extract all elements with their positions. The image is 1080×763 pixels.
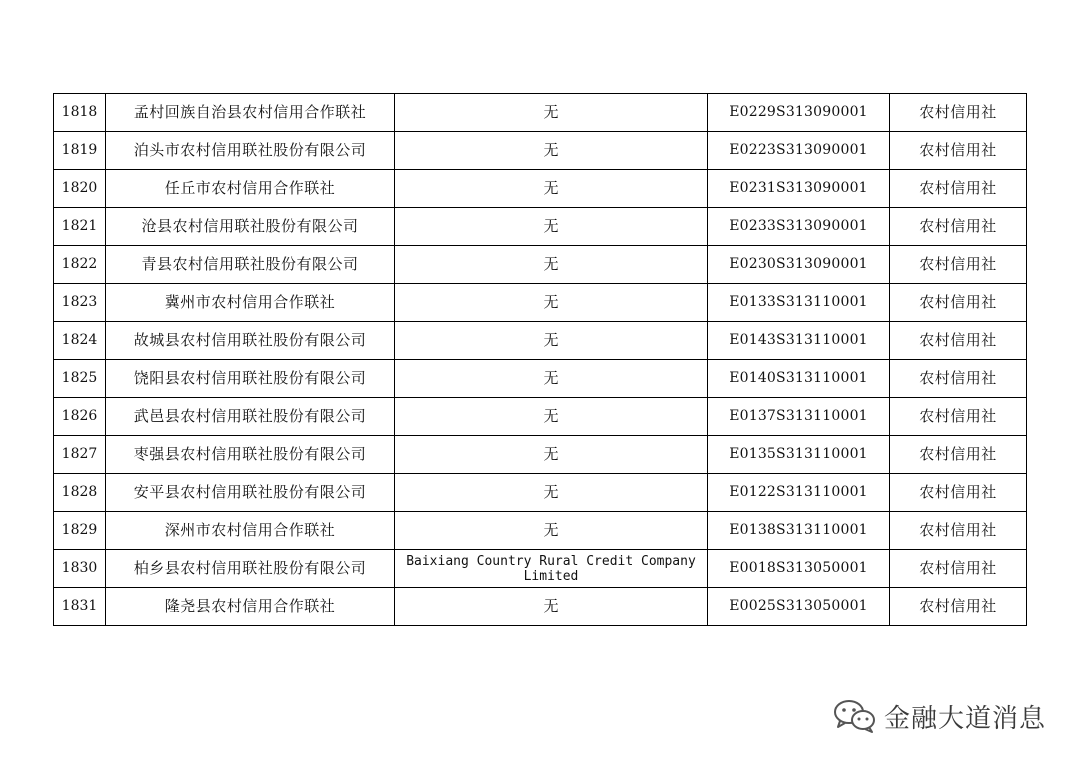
institution-name-cell: 安平县农村信用联社股份有限公司 <box>106 474 395 512</box>
row-number-cell: 1824 <box>54 322 106 360</box>
english-name-cell: 无 <box>395 94 708 132</box>
watermark <box>832 696 1046 736</box>
english-name-cell: 无 <box>395 398 708 436</box>
english-name-cell: 无 <box>395 588 708 626</box>
institution-name-cell: 饶阳县农村信用联社股份有限公司 <box>106 360 395 398</box>
institution-code-cell: E0143S313110001 <box>708 322 890 360</box>
row-number-cell: 1819 <box>54 132 106 170</box>
institution-code-cell: E0229S313090001 <box>708 94 890 132</box>
institution-type-cell: 农村信用社 <box>890 246 1027 284</box>
institution-code-cell: E0018S313050001 <box>708 550 890 588</box>
institution-table <box>53 93 1027 626</box>
table-body <box>54 94 1027 626</box>
row-number-cell: 1830 <box>54 550 106 588</box>
institution-name-cell: 泊头市农村信用联社股份有限公司 <box>106 132 395 170</box>
institution-code-cell: E0025S313050001 <box>708 588 890 626</box>
institution-type-cell: 农村信用社 <box>890 94 1027 132</box>
table-row <box>54 246 1027 284</box>
row-number-cell: 1825 <box>54 360 106 398</box>
english-name-cell: 无 <box>395 246 708 284</box>
watermark-text: 金融大道消息 <box>884 703 1047 734</box>
english-name-cell: 无 <box>395 512 708 550</box>
row-number-cell: 1823 <box>54 284 106 322</box>
row-number-cell: 1828 <box>54 474 106 512</box>
table-row <box>54 322 1027 360</box>
table-row <box>54 474 1027 512</box>
english-name-cell: Baixiang Country Rural Credit Company Limited <box>395 550 708 588</box>
institution-type-cell: 农村信用社 <box>890 284 1027 322</box>
row-number-cell: 1820 <box>54 170 106 208</box>
institution-code-cell: E0140S313110001 <box>708 360 890 398</box>
english-name-cell: 无 <box>395 436 708 474</box>
english-name-cell: 无 <box>395 170 708 208</box>
institution-code-cell: E0122S313110001 <box>708 474 890 512</box>
institution-table-container <box>53 93 1026 626</box>
institution-code-cell: E0230S313090001 <box>708 246 890 284</box>
table-row <box>54 284 1027 322</box>
institution-code-cell: E0223S313090001 <box>708 132 890 170</box>
english-name-cell: 无 <box>395 474 708 512</box>
table-row <box>54 208 1027 246</box>
institution-type-cell: 农村信用社 <box>890 474 1027 512</box>
institution-name-cell: 冀州市农村信用合作联社 <box>106 284 395 322</box>
table-row <box>54 94 1027 132</box>
institution-code-cell: E0233S313090001 <box>708 208 890 246</box>
institution-code-cell: E0137S313110001 <box>708 398 890 436</box>
institution-type-cell: 农村信用社 <box>890 170 1027 208</box>
english-name-cell: 无 <box>395 132 708 170</box>
table-row <box>54 132 1027 170</box>
institution-name-cell: 隆尧县农村信用合作联社 <box>106 588 395 626</box>
row-number-cell: 1827 <box>54 436 106 474</box>
row-number-cell: 1826 <box>54 398 106 436</box>
institution-name-cell: 武邑县农村信用联社股份有限公司 <box>106 398 395 436</box>
institution-code-cell: E0231S313090001 <box>708 170 890 208</box>
institution-type-cell: 农村信用社 <box>890 398 1027 436</box>
institution-name-cell: 沧县农村信用联社股份有限公司 <box>106 208 395 246</box>
institution-code-cell: E0133S313110001 <box>708 284 890 322</box>
row-number-cell: 1821 <box>54 208 106 246</box>
row-number-cell: 1822 <box>54 246 106 284</box>
table-row <box>54 170 1027 208</box>
institution-type-cell: 农村信用社 <box>890 436 1027 474</box>
english-name-cell: 无 <box>395 360 708 398</box>
institution-type-cell: 农村信用社 <box>890 550 1027 588</box>
table-row <box>54 550 1027 588</box>
table-row <box>54 398 1027 436</box>
row-number-cell: 1818 <box>54 94 106 132</box>
institution-name-cell: 孟村回族自治县农村信用合作联社 <box>106 94 395 132</box>
institution-type-cell: 农村信用社 <box>890 588 1027 626</box>
row-number-cell: 1829 <box>54 512 106 550</box>
institution-type-cell: 农村信用社 <box>890 512 1027 550</box>
table-row <box>54 360 1027 398</box>
institution-name-cell: 任丘市农村信用合作联社 <box>106 170 395 208</box>
institution-name-cell: 深州市农村信用合作联社 <box>106 512 395 550</box>
row-number-cell: 1831 <box>54 588 106 626</box>
table-row <box>54 512 1027 550</box>
wechat-icon <box>832 698 878 734</box>
english-name-cell: 无 <box>395 322 708 360</box>
institution-name-cell: 故城县农村信用联社股份有限公司 <box>106 322 395 360</box>
institution-code-cell: E0135S313110001 <box>708 436 890 474</box>
institution-type-cell: 农村信用社 <box>890 208 1027 246</box>
institution-type-cell: 农村信用社 <box>890 360 1027 398</box>
institution-name-cell: 柏乡县农村信用联社股份有限公司 <box>106 550 395 588</box>
institution-name-cell: 青县农村信用联社股份有限公司 <box>106 246 395 284</box>
institution-type-cell: 农村信用社 <box>890 132 1027 170</box>
english-name-cell: 无 <box>395 208 708 246</box>
institution-type-cell: 农村信用社 <box>890 322 1027 360</box>
institution-name-cell: 枣强县农村信用联社股份有限公司 <box>106 436 395 474</box>
institution-code-cell: E0138S313110001 <box>708 512 890 550</box>
table-row <box>54 436 1027 474</box>
english-name-cell: 无 <box>395 284 708 322</box>
table-row <box>54 588 1027 626</box>
